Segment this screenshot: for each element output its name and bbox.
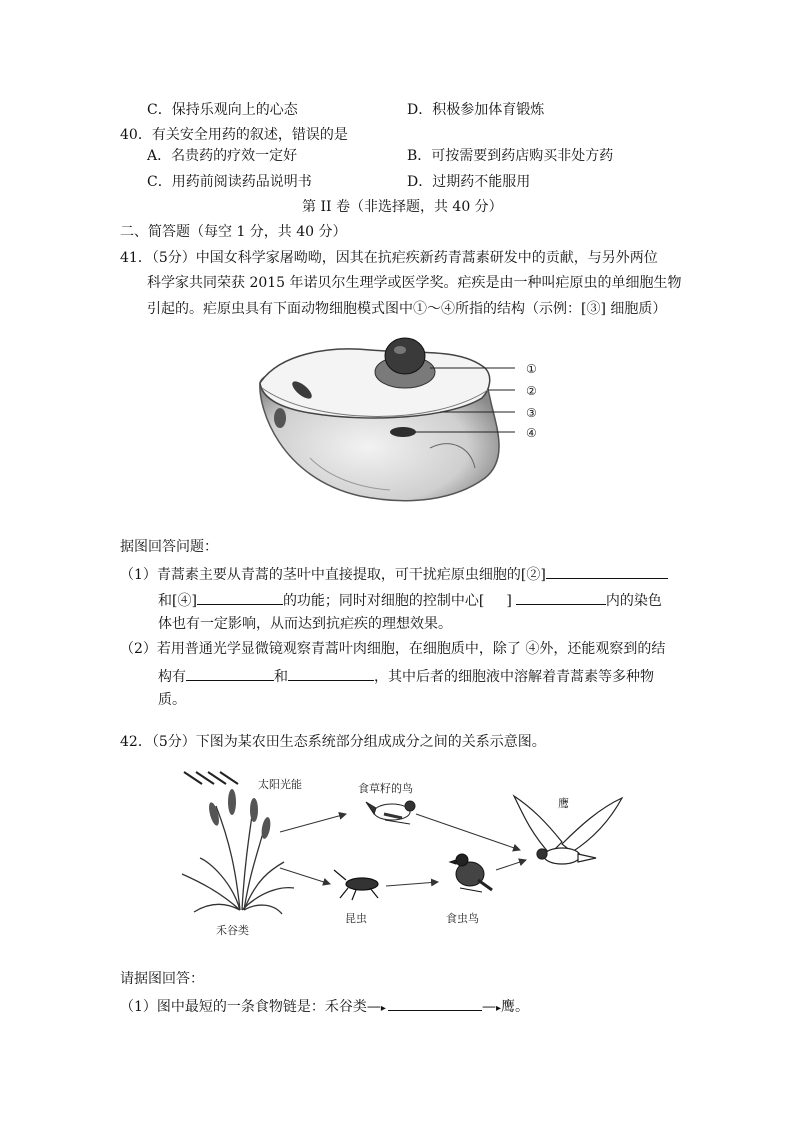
q41-prompt: 据图回答问题： (120, 539, 218, 555)
grain-heads (207, 789, 272, 840)
mitochondrion-mid (390, 427, 416, 437)
eagle-label: 鹰 (558, 797, 569, 810)
label-3: ③ (526, 406, 537, 420)
answer-blank[interactable] (388, 996, 482, 1011)
insect-bird (450, 854, 492, 892)
q39-option-c: C．保持乐观向上的心态 (147, 102, 298, 118)
q41-sub1-line3: 体也有一定影响，从而达到抗疟疾的理想效果。 (158, 616, 452, 632)
insect-bird-label: 食虫鸟 (446, 912, 479, 925)
part2-title: 第 II 卷（非选择题，共 40 分） (302, 199, 503, 215)
section-heading: 二、简答题（每空 1 分，共 40 分） (120, 224, 347, 240)
q41-line-1: 41．（5分）中国女科学家屠呦呦，因其在抗疟疾新药青蒿素研发中的贡献，与另外两位 (120, 250, 658, 266)
q42-sub1-text: — (481, 999, 496, 1015)
food-web-figure (170, 762, 630, 942)
q41-sub1-text: 和[④] (158, 593, 197, 609)
label-2: ② (526, 384, 537, 398)
q41-sub2-line1: （2）若用普通光学显微镜观察青蒿叶肉细胞，在细胞质中，除了 ④外，还能观察到的结 (120, 641, 666, 657)
q41-line-2: 科学家共同荣获 2015 年诺贝尔生理学或医学奖。疟疾是由一种叫疟原虫的单细胞生物 (147, 275, 682, 291)
q39-option-d: D．积极参加体育锻炼 (407, 102, 545, 118)
q41-sub1-text: 的功能；同时对细胞的控制中心[ (282, 593, 485, 609)
q41-sub1-line1 (120, 564, 668, 584)
sun-rays (184, 772, 238, 784)
seed-bird (366, 801, 415, 824)
label-1: ① (526, 362, 537, 376)
answer-blank[interactable] (288, 666, 374, 681)
q41-sub1-text: （1）青蒿素主要从青蒿的茎叶中直接提取，可干扰疟原虫细胞的[②] (120, 567, 546, 583)
q42-prompt: 请据图回答： (120, 971, 204, 987)
q42-stem: 42．（5分）下图为某农田生态系统部分组成成分之间的关系示意图。 (120, 734, 546, 750)
q42-sub1-text: （1）图中最短的一条食物链是：禾谷类— (120, 999, 381, 1015)
label-4: ④ (526, 426, 537, 440)
arrows (280, 814, 526, 886)
q42-sub1: （1）图中最短的一条食物链是：禾谷类—▸ —▸鹰。 (120, 996, 529, 1018)
q41-sub2-text: ，其中后者的细胞液中溶解着青蒿素等多种物 (374, 669, 654, 685)
q41-sub2-text: 构有 (158, 669, 186, 685)
grain-label: 禾谷类 (216, 924, 249, 937)
answer-blank[interactable] (186, 666, 274, 681)
q40-option-c: C．用药前阅读药品说明书 (147, 174, 312, 190)
q41-sub2-line2 (158, 666, 654, 686)
seed-bird-label: 食草籽的鸟 (358, 782, 413, 795)
q41-sub2-text: 和 (274, 669, 288, 685)
q40-option-d: D．过期药不能服用 (407, 174, 531, 190)
q40-option-b: B．可按需要到药店购买非处方药 (407, 148, 614, 164)
q42-sub1-text: 鹰。 (500, 999, 529, 1015)
insect-label: 昆虫 (345, 912, 367, 925)
answer-blank[interactable] (516, 590, 606, 605)
q40-option-a: A．名贵药的疗效一定好 (147, 148, 298, 164)
q41-sub2-line3: 质。 (158, 692, 186, 708)
insect (334, 870, 378, 900)
q40-stem: 40．有关安全用药的叙述，错误的是 (120, 127, 348, 143)
answer-blank[interactable] (546, 564, 668, 579)
q41-line-3: 引起的。疟原虫具有下面动物细胞模式图中①～④所指的结构（示例：[③] 细胞质） (147, 301, 667, 317)
answer-blank[interactable] (197, 590, 283, 605)
grain-plant (182, 802, 294, 914)
q41-sub1-text: ] (506, 593, 512, 609)
sun-label: 太阳光能 (258, 778, 302, 791)
q41-sub1-text: 内的染色 (605, 593, 662, 609)
q41-sub1-line2 (158, 590, 662, 610)
animal-cell-figure (250, 328, 560, 508)
